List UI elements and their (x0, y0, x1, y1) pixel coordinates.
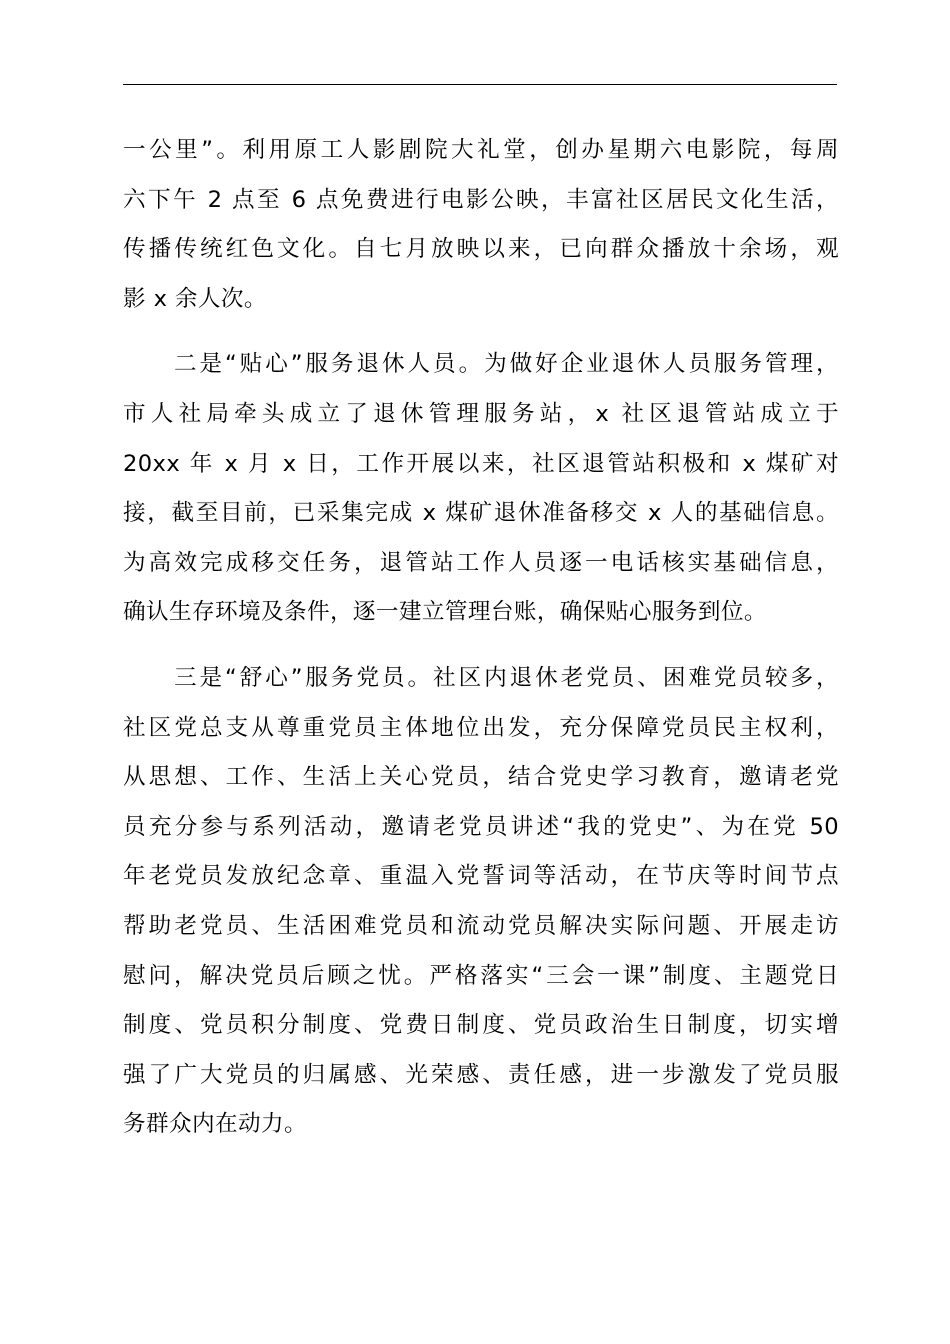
paragraph-1 (123, 126, 839, 324)
header-rule (123, 84, 837, 85)
text-line: 传播传统红色文化。自七月放映以来，已向群众播放十余场，观 (123, 236, 839, 263)
text-line: 影 x 余人次。 (123, 285, 267, 312)
text-line: 社区党总支从尊重党员主体地位出发，充分保障党员民主权利， (123, 714, 839, 741)
paragraph-2 (123, 340, 839, 638)
text-line: 年老党员发放纪念章、重温入党誓词等活动，在节庆等时间节点 (123, 863, 839, 890)
document-body (123, 126, 839, 1166)
text-line: 二是“贴心”服务退休人员。为做好企业退休人员服务管理， (174, 351, 839, 378)
text-line: 务群众内在动力。 (123, 1111, 307, 1138)
text-line: 强了广大党员的归属感、光荣感、责任感，进一步激发了党员服 (123, 1061, 839, 1088)
text-line: 三是“舒心”服务党员。社区内退休老党员、困难党员较多， (174, 664, 839, 691)
text-line: 从思想、工作、生活上关心党员，结合党史学习教育，邀请老党 (123, 764, 839, 791)
paragraph-3 (123, 654, 839, 1150)
text-line: 制度、党员积分制度、党费日制度、党员政治生日制度，切实增 (123, 1012, 839, 1039)
text-line: 帮助老党员、生活困难党员和流动党员解决实际问题、开展走访 (123, 912, 839, 939)
text-line: 确认生存环境及条件，逐一建立管理台账，确保贴心服务到位。 (123, 599, 767, 626)
text-line: 员充分参与系列活动，邀请老党员讲述“我的党史”、为在党 50 (123, 813, 839, 840)
text-line: 六下午 2 点至 6 点免费进行电影公映，丰富社区居民文化生活， (123, 186, 839, 213)
text-line: 为高效完成移交任务，退管站工作人员逐一电话核实基础信息， (123, 549, 839, 576)
text-line: 慰问，解决党员后顾之忧。严格落实“三会一课”制度、主题党日 (123, 962, 839, 989)
text-line: 20xx 年 x 月 x 日，工作开展以来，社区退管站积极和 x 煤矿对 (123, 450, 839, 477)
text-line: 市人社局牵头成立了退休管理服务站，x 社区退管站成立于 (123, 400, 839, 427)
text-line: 接，截至目前，已采集完成 x 煤矿退休准备移交 x 人的基础信息。 (123, 500, 839, 527)
text-line: 一公里”。利用原工人影剧院大礼堂，创办星期六电影院，每周 (123, 137, 839, 163)
